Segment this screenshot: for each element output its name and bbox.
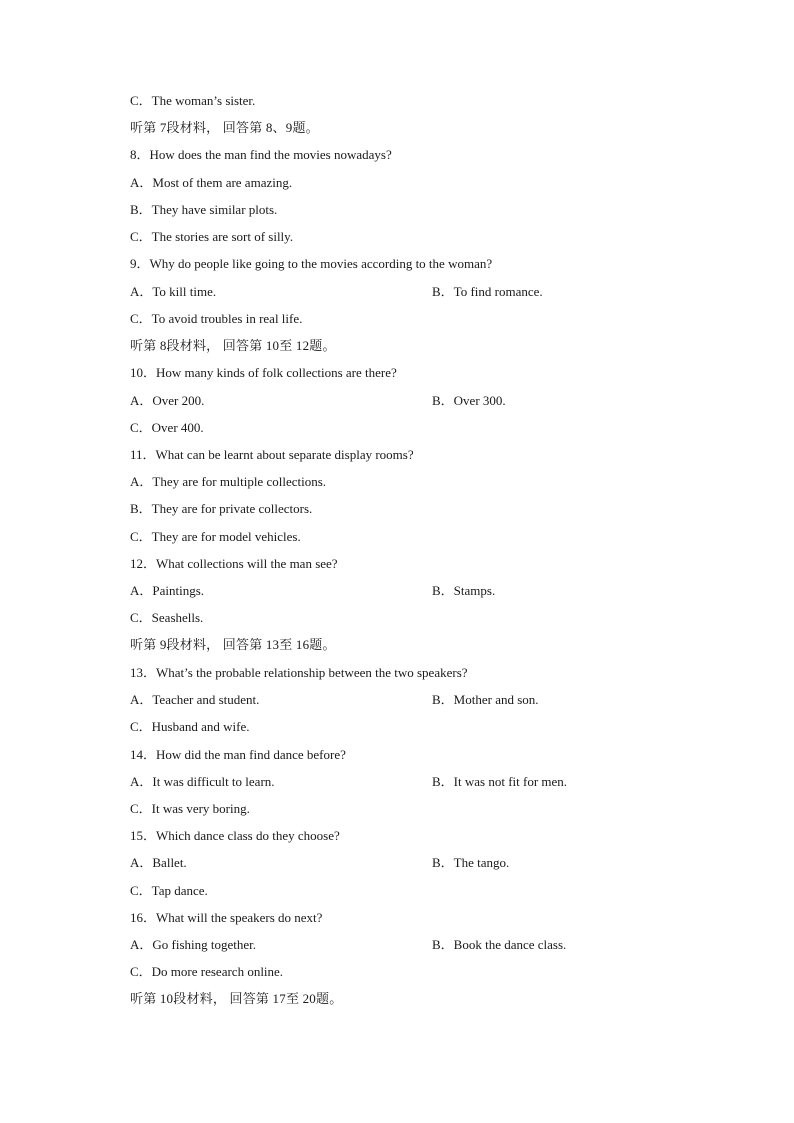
section-7-instruction: 听第 7段材料， 回答第 8、9题。 [130, 120, 319, 135]
q8-option-b: B．They have similar plots. [130, 202, 278, 217]
q11-option-c: C．They are for model vehicles. [130, 529, 301, 544]
section-9-instruction: 听第 9段材料， 回答第 13至 16题。 [130, 637, 336, 652]
q15-option-b: B．The tango. [432, 855, 510, 870]
q10-option-c: C．Over 400. [130, 420, 204, 435]
q12-option-c: C．Seashells. [130, 610, 204, 625]
q12-option-b: B．Stamps. [432, 583, 496, 598]
q10-option-a: A．Over 200. [130, 393, 205, 408]
question-12: 12．What collections will the man see? [130, 556, 338, 571]
q10-option-b: B．Over 300. [432, 393, 506, 408]
question-16: 16．What will the speakers do next? [130, 910, 323, 925]
section-10-instruction: 听第 10段材料， 回答第 17至 20题。 [130, 991, 343, 1006]
q16-option-a: A．Go fishing together. [130, 937, 257, 952]
q14-option-a: A．It was difficult to learn. [130, 774, 275, 789]
q13-option-b: B．Mother and son. [432, 692, 539, 707]
q9-option-a: A．To kill time. [130, 284, 217, 299]
question-11: 11．What can be learnt about separate display rooms? [130, 447, 414, 462]
q12-option-a: A．Paintings. [130, 583, 205, 598]
q16-option-c: C．Do more research online. [130, 964, 284, 979]
q14-option-b: B．It was not fit for men. [432, 774, 568, 789]
q13-option-a: A．Teacher and student. [130, 692, 260, 707]
q9-option-b: B．To find romance. [432, 284, 543, 299]
section-8-instruction: 听第 8段材料， 回答第 10至 12题。 [130, 338, 336, 353]
q8-option-a: A．Most of them are amazing. [130, 175, 293, 190]
q8-option-c: C．The stories are sort of silly. [130, 229, 294, 244]
q11-option-a: A．They are for multiple collections. [130, 474, 327, 489]
question-15: 15．Which dance class do they choose? [130, 828, 340, 843]
q7-option-c: C．The woman’s sister. [130, 93, 256, 108]
q16-option-b: B．Book the dance class. [432, 937, 567, 952]
q15-option-a: A．Ballet. [130, 855, 187, 870]
question-8: 8．How does the man find the movies nowadays? [130, 147, 392, 162]
question-13: 13．What’s the probable relationship between the two speakers? [130, 665, 468, 680]
question-10: 10．How many kinds of folk collections are there? [130, 365, 397, 380]
q13-option-c: C．Husband and wife. [130, 719, 250, 734]
q11-option-b: B．They are for private collectors. [130, 501, 313, 516]
question-14: 14．How did the man find dance before? [130, 747, 346, 762]
q15-option-c: C．Tap dance. [130, 883, 208, 898]
q14-option-c: C．It was very boring. [130, 801, 250, 816]
q9-option-c: C．To avoid troubles in real life. [130, 311, 303, 326]
question-9: 9．Why do people like going to the movies according to the woman? [130, 256, 493, 271]
